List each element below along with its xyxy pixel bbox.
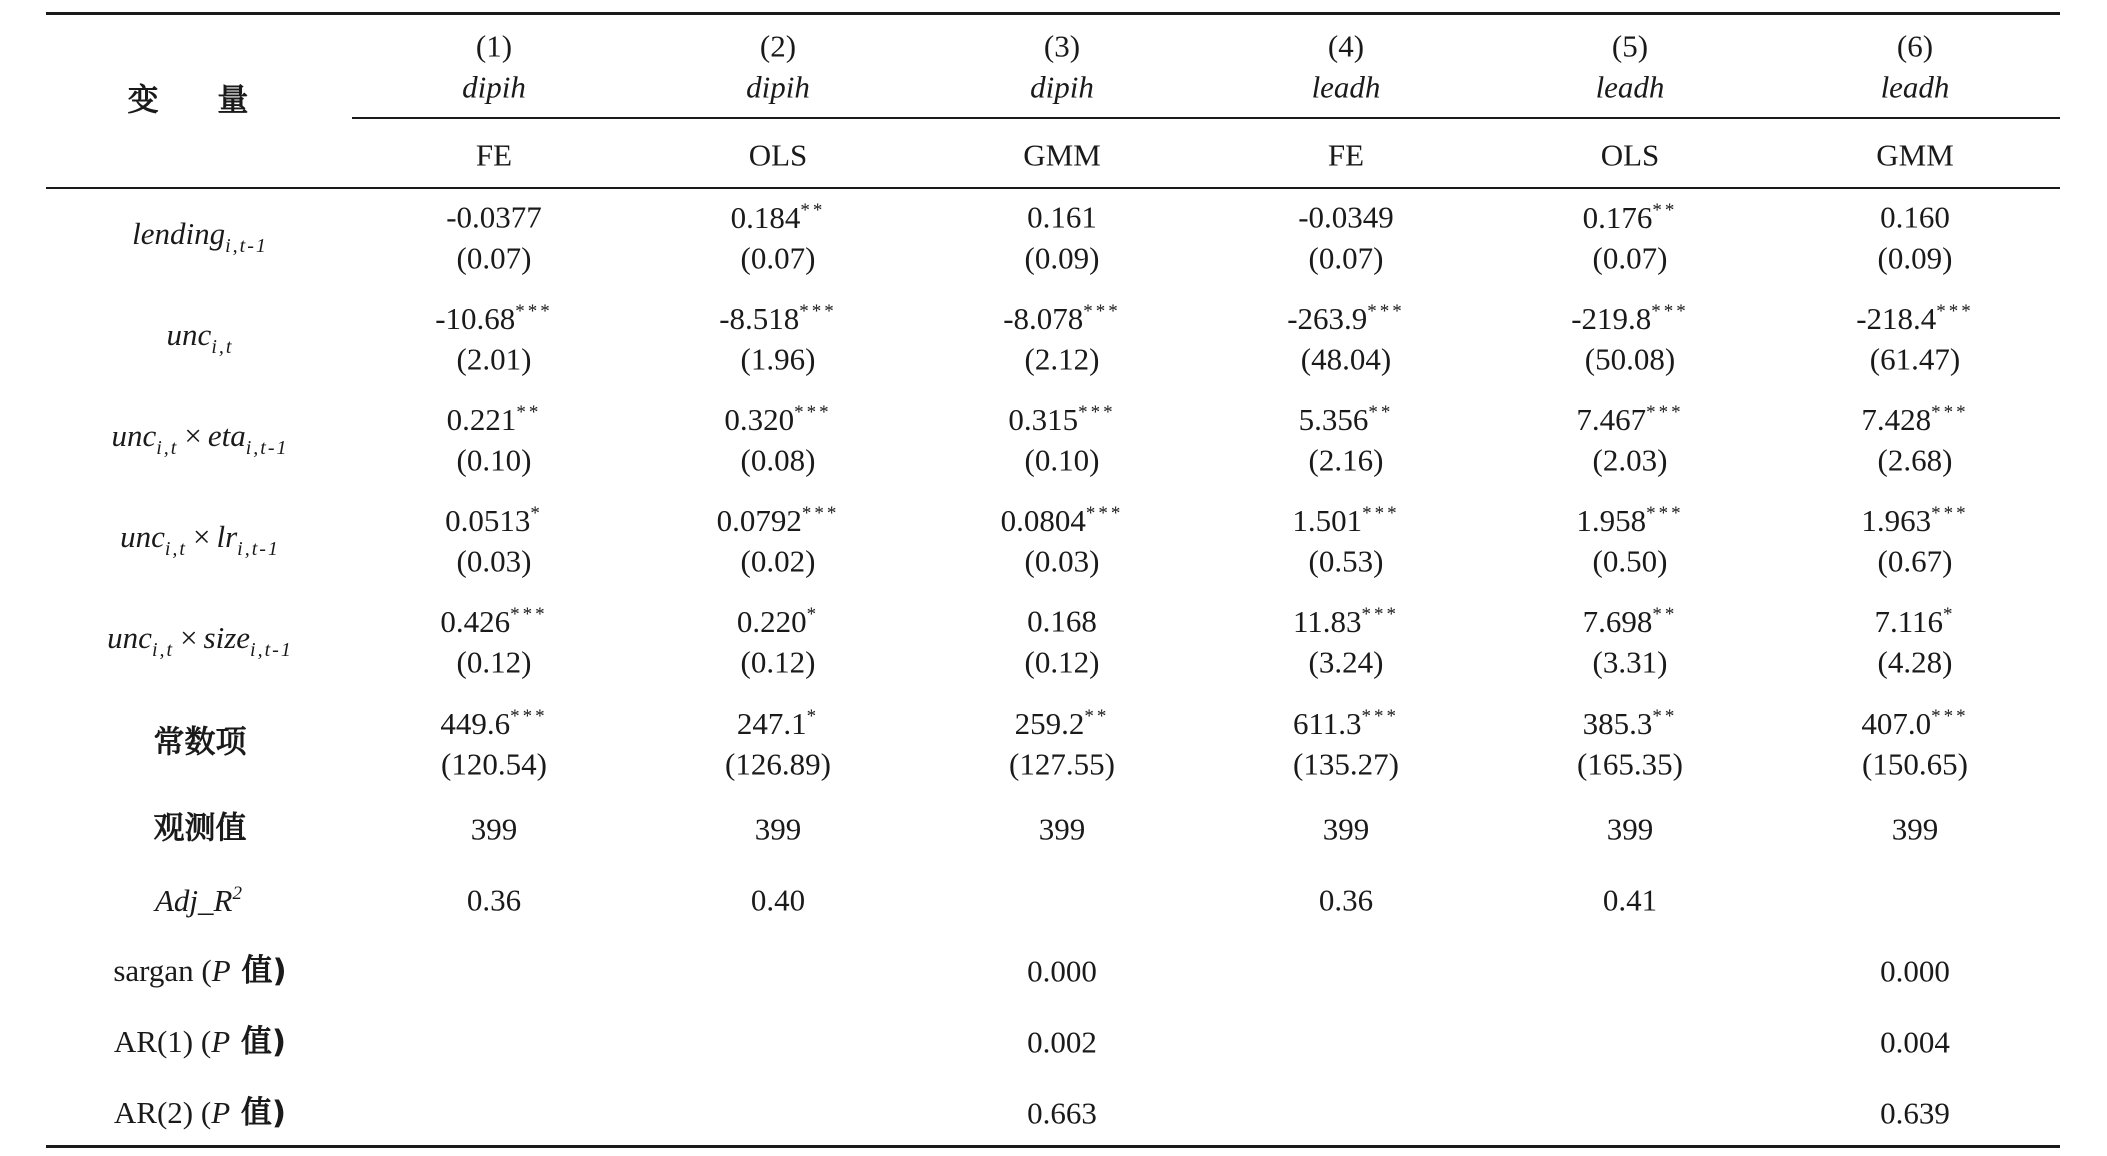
coefficient-cell — [435, 302, 553, 334]
coefficient-value: 407.0 — [1861, 706, 1932, 741]
coefficient-value: 0.426 — [440, 604, 511, 639]
significance-stars: *** — [1931, 402, 1969, 423]
coefficient-value: 0.176 — [1582, 200, 1653, 235]
coefficient-value: 7.116 — [1874, 604, 1944, 639]
column-dependent-var: leadh — [1880, 69, 1950, 105]
column-number: (6) — [1896, 28, 1934, 64]
coefficient-value: 259.2 — [1014, 706, 1085, 741]
coefficient-cell — [447, 403, 542, 435]
coefficient-cell — [737, 707, 819, 739]
coefficient-cell — [1008, 403, 1115, 435]
column-method: OLS — [748, 137, 808, 173]
column-method: GMM — [1876, 137, 1954, 173]
standard-error-cell: (1.96) — [740, 341, 816, 377]
row-label: 观测值 — [153, 810, 247, 847]
row-label — [132, 218, 268, 256]
coefficient-cell — [1027, 199, 1097, 235]
coefficient-cell — [737, 605, 819, 637]
standard-error-cell: (0.67) — [1877, 543, 1953, 579]
label-subscript2: i,t-1 — [237, 538, 280, 560]
label-p-symbol: P — [211, 1095, 231, 1130]
label-var: unc — [111, 418, 157, 453]
coefficient-value: 0.220 — [736, 604, 807, 639]
standard-error-cell: (50.08) — [1584, 341, 1676, 377]
significance-stars: *** — [1646, 402, 1684, 423]
standard-error-cell: (127.55) — [1009, 746, 1115, 782]
significance-stars: ** — [1652, 706, 1678, 727]
coefficient-cell — [1576, 403, 1683, 435]
significance-stars: *** — [1078, 402, 1116, 423]
coefficient-value: 1.501 — [1292, 503, 1363, 538]
label-prefix: AR(1) ( — [113, 1024, 212, 1059]
coefficient-value: 449.6 — [440, 706, 511, 741]
coefficient-value: -219.8 — [1571, 301, 1652, 336]
coefficient-cell — [445, 504, 543, 536]
label-var2: lr — [216, 519, 238, 554]
column-number: (4) — [1327, 28, 1365, 64]
label-var: unc — [120, 519, 165, 554]
significance-stars: *** — [801, 503, 840, 524]
significance-stars: ** — [516, 402, 542, 423]
column-number: (2) — [759, 28, 797, 64]
coefficient-cell — [1001, 504, 1124, 536]
coefficient-cell — [1015, 707, 1110, 739]
statistic-value: 399 — [1322, 811, 1370, 847]
column-dependent-var: dipih — [1030, 69, 1094, 105]
row-label — [120, 521, 280, 559]
label-var2: eta — [207, 418, 246, 453]
row-label — [107, 622, 293, 660]
label-var: Adj_R — [155, 883, 233, 918]
significance-stars: ** — [800, 200, 826, 221]
column-dependent-var: dipih — [462, 69, 526, 105]
coefficient-cell — [1027, 603, 1097, 639]
significance-stars: ** — [1368, 402, 1394, 423]
column-method: FE — [475, 137, 513, 173]
coefficient-cell — [731, 201, 826, 233]
label-subscript: i,t — [156, 437, 179, 459]
coefficient-value: 0.320 — [724, 402, 795, 437]
standard-error-cell: (0.07) — [1308, 240, 1384, 276]
coefficient-cell — [1874, 605, 1955, 637]
standard-error-cell: (0.12) — [740, 644, 816, 680]
coefficient-value: 7.467 — [1576, 402, 1647, 437]
coefficient-value: 11.83 — [1292, 604, 1362, 639]
column-dependent-var: leadh — [1311, 69, 1381, 105]
coefficient-value: 7.428 — [1861, 402, 1932, 437]
label-suffix: 值) — [230, 1024, 287, 1060]
label-prefix: AR(2) ( — [113, 1095, 212, 1130]
label-suffix: 值) — [230, 953, 287, 989]
standard-error-cell: (48.04) — [1300, 341, 1392, 377]
column-method: GMM — [1023, 137, 1101, 173]
coefficient-cell — [1880, 199, 1950, 235]
standard-error-cell: (0.09) — [1877, 240, 1953, 276]
standard-error-cell: (3.24) — [1308, 644, 1384, 680]
label-p-symbol: P — [211, 1024, 231, 1059]
coefficient-value: 385.3 — [1582, 706, 1653, 741]
label-subscript: i,t — [164, 538, 187, 560]
coefficient-value: 247.1 — [736, 706, 807, 741]
coefficient-value: -0.0349 — [1298, 199, 1394, 235]
column-dependent-var: dipih — [746, 69, 810, 105]
coefficient-value: 0.0804 — [1000, 503, 1086, 538]
coefficient-value: -10.68 — [435, 301, 516, 336]
significance-stars: * — [530, 503, 543, 524]
standard-error-cell: (0.07) — [456, 240, 532, 276]
significance-stars: *** — [799, 301, 837, 322]
standard-error-cell: (150.65) — [1862, 746, 1968, 782]
label-suffix: 值) — [230, 1095, 287, 1131]
standard-error-cell: (0.07) — [740, 240, 816, 276]
standard-error-cell: (120.54) — [441, 746, 547, 782]
row-label — [155, 884, 245, 916]
significance-stars: *** — [1931, 706, 1969, 727]
column-method: OLS — [1600, 137, 1660, 173]
standard-error-cell: (2.16) — [1308, 442, 1384, 478]
label-subscript2: i,t-1 — [250, 639, 293, 661]
label-subscript: i,t — [151, 639, 175, 661]
coefficient-value: 0.221 — [446, 402, 517, 437]
top-rule — [46, 12, 2060, 15]
variable-column-header: 变 量 — [127, 82, 273, 119]
label-prefix: sargan ( — [113, 953, 212, 988]
coefficient-value: 0.315 — [1008, 402, 1079, 437]
statistic-value: 0.004 — [1880, 1024, 1950, 1060]
standard-error-cell: (0.03) — [1024, 543, 1100, 579]
significance-stars: * — [806, 706, 820, 727]
statistic-value: 0.639 — [1880, 1095, 1950, 1131]
significance-stars: *** — [1085, 503, 1124, 524]
statistic-value: 399 — [1606, 811, 1654, 847]
coefficient-value: 611.3 — [1292, 706, 1362, 741]
statistic-value: 0.41 — [1602, 882, 1658, 918]
statistic-value: 399 — [470, 811, 518, 847]
coefficient-value: 5.356 — [1298, 402, 1369, 437]
significance-stars: *** — [794, 402, 832, 423]
coefficient-cell — [440, 707, 547, 739]
label-times: × — [192, 519, 211, 554]
standard-error-cell: (0.53) — [1308, 543, 1384, 579]
label-p-symbol: P — [211, 953, 231, 988]
row-label — [111, 420, 288, 458]
label-superscript: 2 — [232, 883, 245, 904]
coefficient-cell — [1293, 707, 1399, 739]
column-number: (5) — [1611, 28, 1649, 64]
standard-error-cell: (0.12) — [1024, 644, 1100, 680]
significance-stars: *** — [1936, 301, 1974, 322]
coefficient-value: 1.958 — [1576, 503, 1647, 538]
statistic-value: 0.36 — [1318, 882, 1374, 918]
label-times: × — [184, 418, 202, 453]
statistic-value: 0.36 — [466, 882, 522, 918]
coefficient-cell — [1583, 707, 1678, 739]
significance-stars: *** — [1362, 503, 1400, 524]
standard-error-cell: (165.35) — [1577, 746, 1683, 782]
coefficient-cell — [1861, 403, 1968, 435]
coefficient-value: -8.518 — [719, 301, 800, 336]
standard-error-cell: (2.01) — [456, 341, 532, 377]
standard-error-cell: (61.47) — [1869, 341, 1961, 377]
header-mid-rule — [352, 117, 2060, 119]
statistic-value: 399 — [1038, 811, 1086, 847]
significance-stars: *** — [1361, 706, 1400, 727]
coefficient-value: 0.161 — [1027, 199, 1097, 235]
coefficient-cell — [1576, 504, 1683, 536]
standard-error-cell: (0.02) — [740, 543, 816, 579]
coefficient-cell — [1583, 201, 1678, 233]
significance-stars: *** — [1646, 503, 1684, 524]
significance-stars: ** — [1652, 200, 1678, 221]
coefficient-cell — [1003, 302, 1121, 334]
label-subscript2: i,t-1 — [245, 437, 289, 459]
significance-stars: ** — [1652, 604, 1678, 625]
standard-error-cell: (0.07) — [1592, 240, 1668, 276]
standard-error-cell: (2.03) — [1592, 442, 1668, 478]
coefficient-cell — [1292, 504, 1399, 536]
standard-error-cell: (0.12) — [456, 644, 532, 680]
label-var2: size — [203, 620, 251, 655]
column-dependent-var: leadh — [1595, 69, 1665, 105]
statistic-value: 0.40 — [750, 882, 806, 918]
column-number: (3) — [1043, 28, 1081, 64]
coefficient-value: 0.184 — [730, 200, 801, 235]
significance-stars: *** — [510, 706, 548, 727]
standard-error-cell: (2.12) — [1024, 341, 1100, 377]
significance-stars: *** — [515, 301, 553, 322]
coefficient-cell — [1293, 605, 1399, 637]
label-var: lending — [132, 216, 226, 251]
label-times: × — [180, 620, 198, 655]
coefficient-cell — [1583, 605, 1678, 637]
statistic-value: 0.000 — [1880, 953, 1950, 989]
row-label — [114, 1026, 286, 1058]
coefficient-cell — [1861, 707, 1968, 739]
statistic-value: 399 — [1891, 811, 1939, 847]
bottom-rule — [46, 1145, 2060, 1148]
statistic-value: 0.663 — [1027, 1095, 1097, 1131]
standard-error-cell: (4.28) — [1877, 644, 1953, 680]
coefficient-cell — [1298, 199, 1394, 235]
row-label — [114, 1097, 286, 1129]
coefficient-value: -263.9 — [1287, 301, 1368, 336]
coefficient-cell — [1299, 403, 1394, 435]
significance-stars: *** — [1361, 604, 1400, 625]
coefficient-value: -0.0377 — [446, 199, 542, 235]
coefficient-value: -8.078 — [1003, 301, 1084, 336]
coefficient-value: 0.0513 — [445, 503, 531, 538]
standard-error-cell: (0.10) — [456, 442, 532, 478]
coefficient-value: 0.0792 — [716, 503, 802, 538]
significance-stars: *** — [1083, 301, 1121, 322]
significance-stars: * — [1943, 604, 1956, 625]
standard-error-cell: (135.27) — [1293, 746, 1399, 782]
coefficient-cell — [1856, 302, 1974, 334]
standard-error-cell: (0.03) — [456, 543, 532, 579]
coefficient-value: 7.698 — [1582, 604, 1653, 639]
coefficient-cell — [1571, 302, 1689, 334]
significance-stars: *** — [510, 604, 548, 625]
coefficient-cell — [446, 199, 542, 235]
header-bottom-rule — [46, 187, 2060, 189]
coefficient-value: 0.168 — [1027, 603, 1097, 639]
standard-error-cell: (3.31) — [1592, 644, 1668, 680]
significance-stars: * — [806, 604, 820, 625]
standard-error-cell: (0.09) — [1024, 240, 1100, 276]
standard-error-cell: (0.10) — [1024, 442, 1100, 478]
row-label: 常数项 — [153, 724, 247, 761]
label-var: unc — [107, 620, 152, 655]
standard-error-cell: (2.68) — [1877, 442, 1953, 478]
coefficient-value: 1.963 — [1861, 503, 1932, 538]
significance-stars: *** — [1651, 301, 1689, 322]
column-method: FE — [1327, 137, 1365, 173]
statistic-value: 0.002 — [1027, 1024, 1097, 1060]
statistic-value: 0.000 — [1027, 953, 1097, 989]
coefficient-cell — [1287, 302, 1405, 334]
label-var: unc — [166, 317, 212, 352]
coefficient-cell — [719, 302, 837, 334]
statistic-value: 399 — [754, 811, 802, 847]
label-subscript: i,t-1 — [225, 235, 268, 257]
standard-error-cell: (0.50) — [1592, 543, 1668, 579]
standard-error-cell: (0.08) — [740, 442, 816, 478]
coefficient-cell — [724, 403, 831, 435]
significance-stars: *** — [1367, 301, 1405, 322]
row-label — [113, 955, 286, 987]
coefficient-value: -218.4 — [1856, 301, 1937, 336]
label-subscript: i,t — [211, 336, 234, 358]
significance-stars: ** — [1084, 706, 1110, 727]
coefficient-cell — [440, 605, 547, 637]
coefficient-cell — [717, 504, 840, 536]
coefficient-cell — [1861, 504, 1968, 536]
row-label — [167, 319, 234, 357]
column-number: (1) — [475, 28, 513, 64]
standard-error-cell: (126.89) — [725, 746, 831, 782]
coefficient-value: 0.160 — [1880, 199, 1950, 235]
significance-stars: *** — [1931, 503, 1969, 524]
